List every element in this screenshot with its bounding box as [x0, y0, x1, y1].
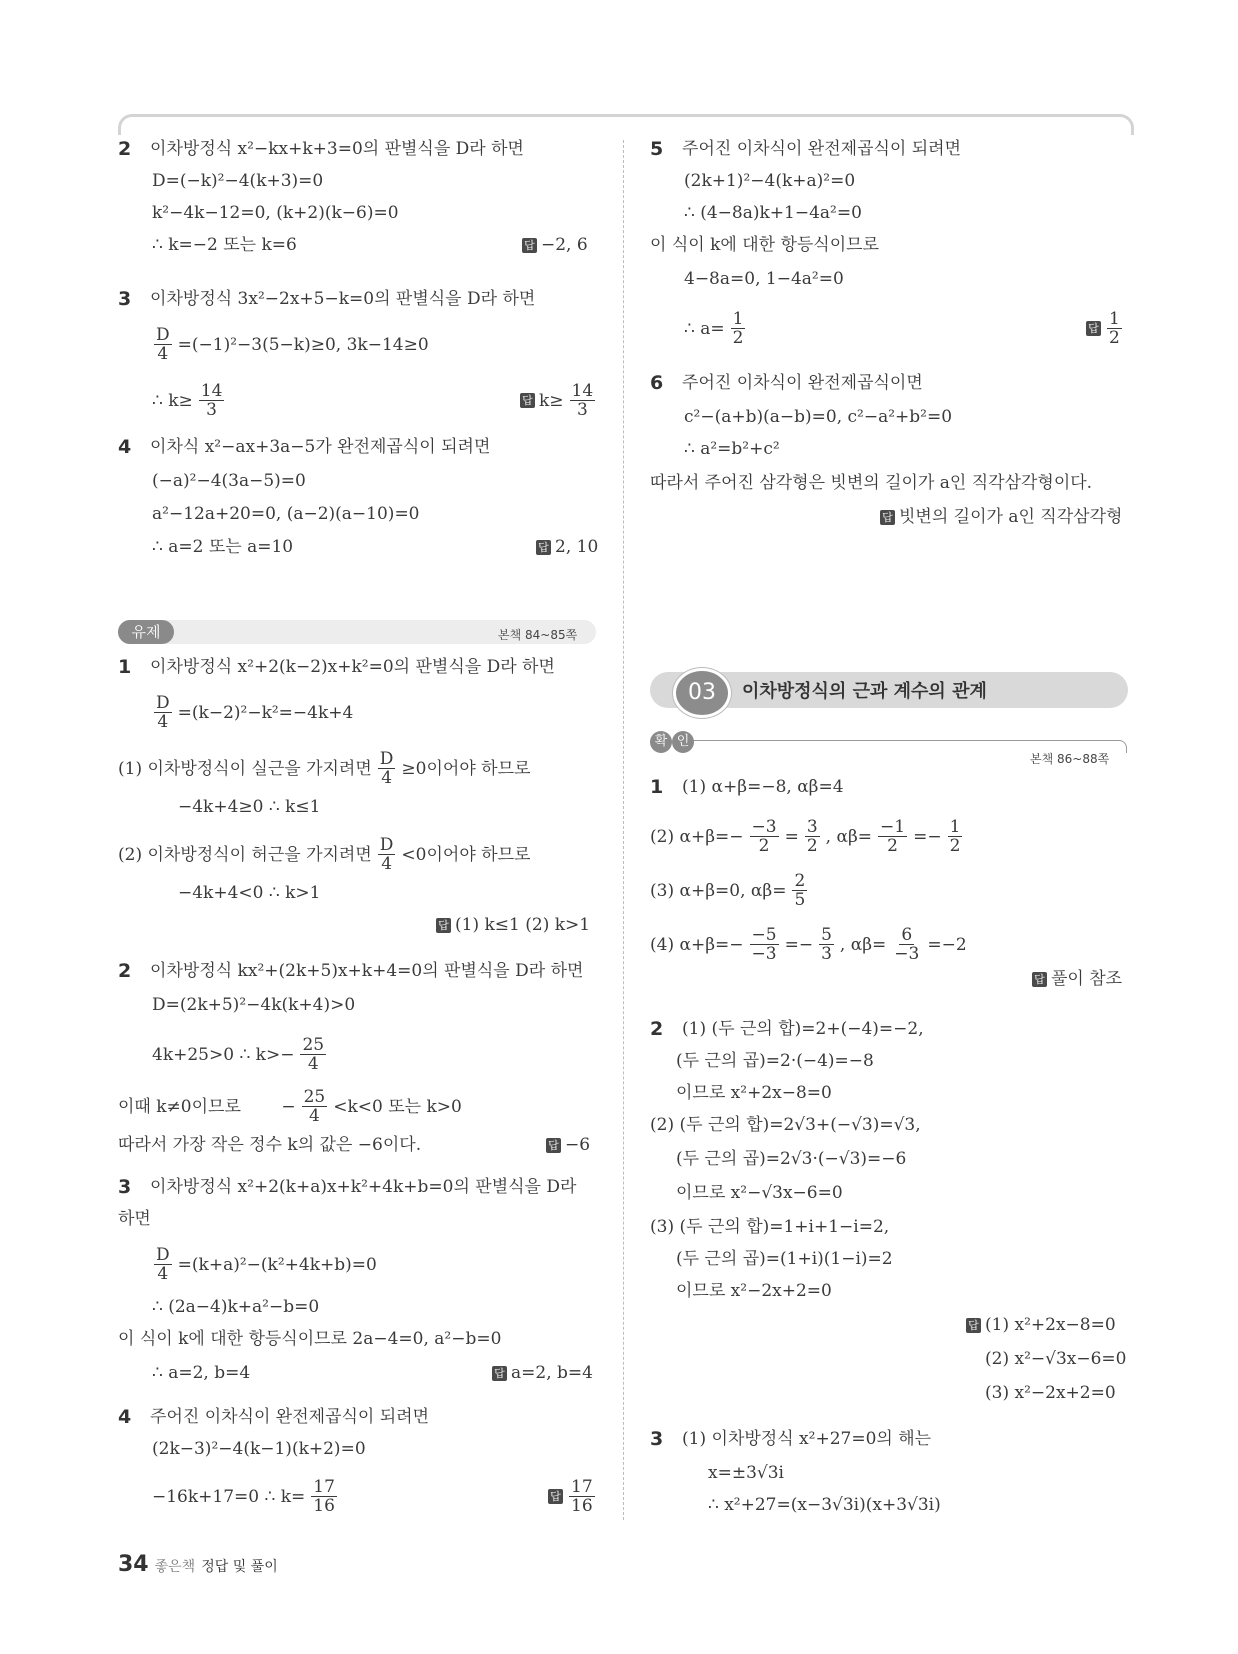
hwakin-2-answer-1: 답 (1) x²+2x−8=0: [966, 1314, 1116, 1336]
section-number: 03: [673, 668, 731, 718]
hwakin-badge-2: 인: [672, 731, 694, 753]
page-top-rule: [118, 114, 1134, 135]
yuje-3-line-5: ∴ a=2, b=4: [152, 1363, 251, 1383]
problem-6-line-2: c²−(a+b)(a−b)=0, c²−a²+b²=0: [684, 407, 953, 427]
yuje-page-ref: 본책 84~85쪽: [498, 628, 578, 642]
hwakin-2-line-4: (2) (두 근의 합)=2√3+(−√3)=√3,: [650, 1115, 921, 1135]
yuje-1-line-1: 1 이차방정식 x²+2(k−2)x+k²=0의 판별식을 D라 하면: [118, 656, 555, 678]
problem-2-line-3: k²−4k−12=0, (k+2)(k−6)=0: [152, 203, 399, 223]
problem-4-answer: 답 2, 10: [536, 536, 598, 558]
problem-2-line-2: D=(−k)²−4(k+3)=0: [152, 171, 324, 191]
problem-2-answer: 답 −2, 6: [522, 234, 588, 256]
problem-4-line-2: (−a)²−4(3a−5)=0: [152, 471, 306, 491]
fraction: $\frac{17}{16}$: [313, 1477, 335, 1516]
problem-4-line-3: a²−12a+20=0, (a−2)(a−10)=0: [152, 504, 420, 524]
answer-icon: 답: [522, 238, 537, 253]
hwakin-2-line-9: 이므로 x²−2x+2=0: [676, 1281, 832, 1301]
answer-icon: 답: [546, 1138, 561, 1153]
hwakin-3-line-1: 3 (1) 이차방정식 x²+27=0의 해는: [650, 1428, 932, 1450]
problem-5-line-1: 5 주어진 이차식이 완전제곱식이 되려면: [650, 138, 962, 160]
fraction: $\frac{D}{4}$: [379, 749, 394, 788]
yuje-2-line-3: 4k+25>0 ∴ k>− $\frac{25}{4}$: [152, 1035, 325, 1074]
hwakin-3-line-2: x=±3√3i: [708, 1463, 784, 1483]
hwakin-1-answer: 답 풀이 참조: [1032, 968, 1122, 990]
fraction: $\frac{14}{3}$: [200, 381, 223, 420]
hwakin-2-line-7: (3) (두 근의 합)=1+i+1−i=2,: [650, 1217, 890, 1237]
hwakin-page-ref: 본책 86~88쪽: [1030, 752, 1110, 766]
fraction: $\frac{-1}{2}$: [880, 817, 906, 856]
problem-4-line-1: 4 이차식 x²−ax+3a−5가 완전제곱식이 되려면: [118, 436, 491, 458]
yuje-3-answer: 답 a=2, b=4: [492, 1362, 593, 1384]
hwakin-2-line-8: (두 근의 곱)=(1+i)(1−i)=2: [676, 1249, 893, 1269]
yuje-3-line-1b: 하면: [118, 1209, 151, 1229]
problem-3-line-3: ∴ k≥ $\frac{14}{3}$: [152, 381, 223, 420]
fraction: $\frac{D}{4}$: [156, 1245, 170, 1284]
hwakin-1-line-1: 1 (1) α+β=−8, αβ=4: [650, 776, 844, 798]
problem-5-line-2: (2k+1)²−4(k+a)²=0: [684, 171, 856, 191]
fraction: $\frac{25}{4}$: [303, 1087, 326, 1126]
fraction: $\frac{6}{-3}$: [894, 925, 920, 964]
answer-icon: 답: [966, 1318, 981, 1333]
answer-icon: 답: [492, 1366, 507, 1381]
fraction: $\frac{D}{4}$: [379, 835, 394, 874]
book-mark: 좋은책: [154, 1559, 196, 1575]
page-footer: [118, 1552, 278, 1577]
problem-5-line-3: ∴ (4−8a)k+1−4a²=0: [684, 203, 862, 223]
yuje-4-line-2: (2k−3)²−4(k−1)(k+2)=0: [152, 1439, 366, 1459]
yuje-2-line-5: 따라서 가장 작은 정수 k의 값은 −6이다.: [118, 1135, 422, 1155]
hwakin-2-answer-3: (3) x²−2x+2=0: [985, 1383, 1116, 1403]
problem-6-answer: 답 빗변의 길이가 a인 직각삼각형: [880, 506, 1122, 528]
yuje-4-answer: [548, 1478, 597, 1515]
hwakin-2-line-1: 2 (1) (두 근의 합)=2+(−4)=−2,: [650, 1018, 924, 1040]
fraction: $\frac{D}{4}$: [156, 325, 170, 364]
yuje-2-line-2: D=(2k+5)²−4k(k+4)>0: [152, 995, 356, 1015]
fraction: $\frac{3}{2}$: [806, 817, 818, 856]
fraction: $\frac{5}{3}$: [821, 925, 832, 964]
hwakin-badge-1: 확: [650, 731, 672, 753]
fraction: $\frac{1}{2}$: [732, 309, 744, 348]
yuje-2-line-1: 2 이차방정식 kx²+(2k+5)x+k+4=0의 판별식을 D라 하면: [118, 960, 584, 982]
yuje-tag: 유제: [118, 620, 174, 644]
yuje-2-line-4: 이때 k≠0이므로 − $\frac{25}{4}$ <k<0 또는 k>0: [118, 1087, 462, 1126]
hwakin-2-line-5: (두 근의 곱)=2√3·(−√3)=−6: [676, 1149, 907, 1169]
yuje-4-line-1: 4 주어진 이차식이 완전제곱식이 되려면: [118, 1406, 430, 1428]
yuje-1-answer: 답 (1) k≤1 (2) k>1: [436, 914, 590, 936]
fraction: $\frac{1}{2}$: [949, 817, 961, 856]
yuje-1-line-5: (2) 이차방정식이 허근을 가지려면 $\frac{D}{4}$ <0이어야 하므로: [118, 835, 531, 874]
problem-6-line-4: 따라서 주어진 삼각형은 빗변의 길이가 a인 직각삼각형이다.: [650, 473, 1093, 493]
answer-icon: 답: [520, 393, 535, 408]
fraction: $\frac{2}{5}$: [794, 871, 806, 910]
fraction: $\frac{1}{2}$: [1109, 309, 1120, 348]
hwakin-2-line-3: 이므로 x²+2x−8=0: [676, 1083, 832, 1103]
problem-3-line-2: $\frac{D}{4}$ =(−1)²−3(5−k)≥0, 3k−14≥0: [156, 325, 429, 364]
answer-icon: 답: [436, 918, 451, 933]
yuje-1-line-4: −4k+4≥0 ∴ k≤1: [178, 797, 321, 817]
problem-5-answer: [1086, 310, 1124, 347]
page-number: 34: [118, 1552, 149, 1577]
answer-icon: 답: [880, 510, 895, 525]
answer-icon: 답: [1086, 321, 1101, 336]
fraction: $\frac{25}{4}$: [302, 1035, 325, 1074]
hwakin-1-line-3: (3) α+β=0, αβ= $\frac{2}{5}$: [650, 871, 806, 910]
yuje-1-line-6: −4k+4<0 ∴ k>1: [178, 883, 321, 903]
hwakin-3-line-3: ∴ x²+27=(x−3√3i)(x+3√3i): [708, 1495, 941, 1515]
fraction: $\frac{17}{16}$: [571, 1477, 593, 1516]
yuje-2-answer: 답 −6: [546, 1134, 590, 1156]
problem-6-line-1: 6 주어진 이차식이 완전제곱식이면: [650, 372, 923, 394]
answer-icon: 답: [536, 540, 551, 555]
fraction: $\frac{14}{3}$: [571, 381, 594, 420]
yuje-3-line-2: $\frac{D}{4}$ =(k+a)²−(k²+4k+b)=0: [156, 1245, 377, 1284]
yuje-3-line-1: 3 이차방정식 x²+2(k+a)x+k²+4k+b=0의 판별식을 D라: [118, 1176, 577, 1198]
yuje-3-line-4: 이 식이 k에 대한 항등식이므로 2a−4=0, a²−b=0: [118, 1329, 502, 1349]
problem-2-line-1: 2 이차방정식 x²−kx+k+3=0의 판별식을 D라 하면: [118, 138, 524, 160]
fraction: $\frac{-3}{2}$: [751, 817, 777, 856]
problem-5-line-5: 4−8a=0, 1−4a²=0: [684, 269, 844, 289]
column-divider: [623, 140, 624, 1520]
answer-icon: 답: [1032, 972, 1047, 987]
problem-5-line-6: ∴ a= $\frac{1}{2}$: [684, 309, 744, 348]
yuje-1-line-3: (1) 이차방정식이 실근을 가지려면 $\frac{D}{4}$ ≥0이어야 하므로: [118, 749, 531, 788]
hwakin-1-line-4: (4) α+β=− $\frac{-5}{-3}$ =− $\frac{5}{3}$ , αβ= $\frac{6}{-3}$ =−2: [650, 925, 967, 964]
problem-6-line-3: ∴ a²=b²+c²: [684, 439, 780, 459]
answer-icon: 답: [548, 1489, 563, 1504]
yuje-1-line-2: $\frac{D}{4}$ =(k−2)²−k²=−4k+4: [156, 693, 354, 732]
problem-4-line-4: ∴ a=2 또는 a=10: [152, 537, 294, 557]
problem-5-line-4: 이 식이 k에 대한 항등식이므로: [650, 235, 879, 255]
yuje-3-line-3: ∴ (2a−4)k+a²−b=0: [152, 1297, 320, 1317]
hwakin-2-answer-2: (2) x²−√3x−6=0: [985, 1349, 1127, 1369]
problem-3-answer: 답 k≥ $\frac{14}{3}$: [520, 382, 597, 419]
hwakin-1-line-2: (2) α+β=− $\frac{-3}{2}$ = $\frac{3}{2}$ , αβ= $\frac{-1}{2}$ =− $\frac{1}{2}$: [650, 817, 961, 856]
section-title: 이차방정식의 근과 계수의 관계: [742, 681, 987, 702]
fraction: $\frac{D}{4}$: [156, 693, 170, 732]
fraction: $\frac{-5}{-3}$: [751, 925, 777, 964]
yuje-4-line-3: −16k+17=0 ∴ k= $\frac{17}{16}$: [152, 1477, 335, 1516]
problem-3-line-1: 3 이차방정식 3x²−2x+5−k=0의 판별식을 D라 하면: [118, 288, 536, 310]
hwakin-2-line-2: (두 근의 곱)=2·(−4)=−8: [676, 1051, 874, 1071]
problem-2-line-4: ∴ k=−2 또는 k=6: [152, 235, 297, 255]
hwakin-2-line-6: 이므로 x²−√3x−6=0: [676, 1183, 843, 1203]
footer-label: 정답 및 풀이: [201, 1559, 278, 1575]
